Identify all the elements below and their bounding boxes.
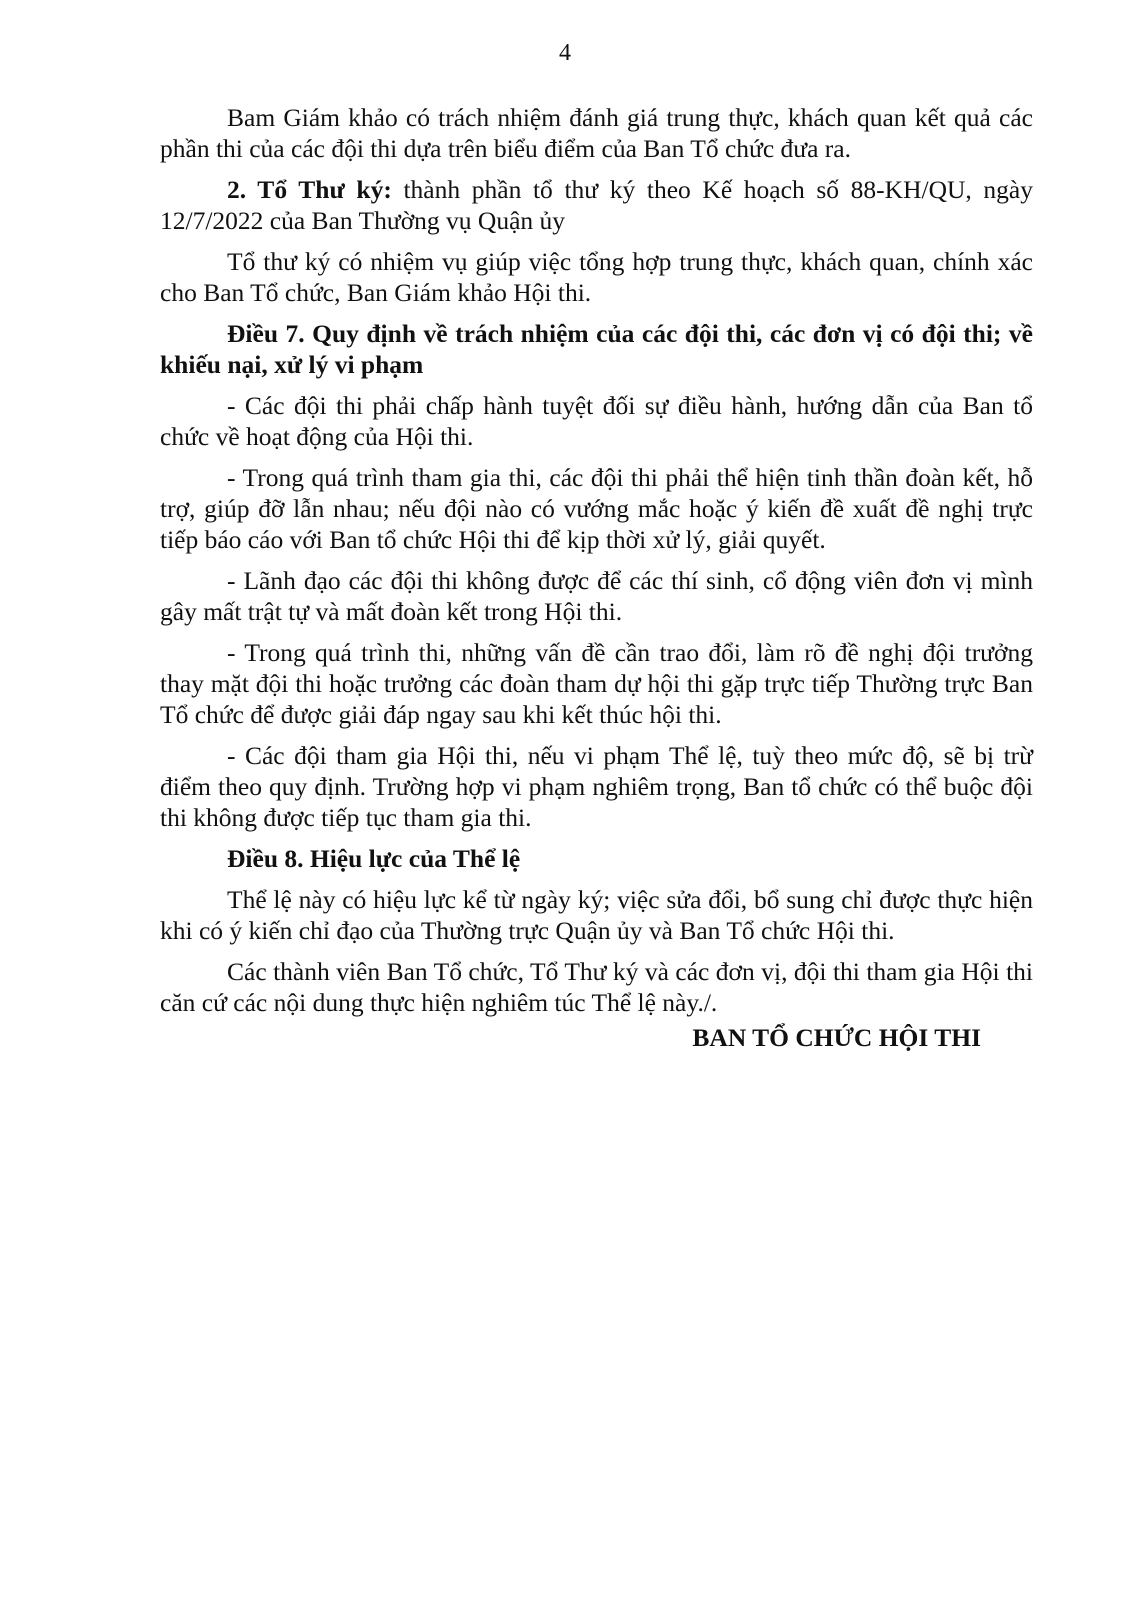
list-item: - Các đội tham gia Hội thi, nếu vi phạm Thể lệ, tuỳ theo mức độ, sẽ bị trừ điểm theo quy định. Trường hợp vi phạm nghiêm trọng, Ban tổ chức có thể buộc đội thi không được tiếp tục tham gia thi. (160, 741, 1033, 832)
list-item: - Lãnh đạo các đội thi không được để các thí sinh, cổ động viên đơn vị mình gây mất trật tự và mất đoàn kết trong Hội thi. (160, 566, 1033, 626)
heading-article-8: Điều 8. Hiệu lực của Thể lệ (227, 844, 521, 873)
signature-block: BAN TỔ CHỨC HỘI THI (692, 1023, 981, 1052)
paragraph-secretariat: 2. Tổ Thư ký: thành phần tổ thư ký theo Kế hoạch số 88-KH/QU, ngày 12/7/2022 của Ban Thường vụ Quận ủy (160, 175, 1033, 235)
paragraph-secretariat-duties: Tổ thư ký có nhiệm vụ giúp việc tổng hợp trung thực, khách quan, chính xác cho Ban Tổ chức, Ban Giám khảo Hội thi. (160, 247, 1033, 307)
list-item: - Các đội thi phải chấp hành tuyệt đối sự điều hành, hướng dẫn của Ban tổ chức về hoạt động của Hội thi. (160, 391, 1033, 451)
heading-article-7: Điều 7. Quy định về trách nhiệm của các đội thi, các đơn vị có đội thi; về khiếu nại, xử lý vi phạm (160, 319, 1033, 379)
list-item: - Trong quá trình thi, những vấn đề cần trao đổi, làm rõ đề nghị đội trưởng thay mặt đội thi hoặc trưởng các đoàn tham dự hội thi gặp trực tiếp Thường trực Ban Tổ chức để được giải đáp ngay sau khi kết thúc hội thi. (160, 638, 1033, 729)
paragraph-effect: Thể lệ này có hiệu lực kể từ ngày ký; việc sửa đổi, bổ sung chỉ được thực hiện khi có ý kiến chỉ đạo của Thường trực Quận ủy và Ban Tổ chức Hội thi. (160, 885, 1033, 945)
document-body (160, 102, 1033, 1053)
section-label: 2. Tổ Thư ký: (227, 175, 392, 204)
list-item: - Trong quá trình tham gia thi, các đội thi phải thể hiện tinh thần đoàn kết, hỗ trợ, giúp đỡ lẫn nhau; nếu đội nào có vướng mắc hoặc ý kiến đề xuất đề nghị trực tiếp báo cáo với Ban tổ chức Hội thi để kịp thời xử lý, giải quyết. (160, 463, 1033, 554)
paragraph-jury-duties: Bam Giám khảo có trách nhiệm đánh giá trung thực, khách quan kết quả các phần thi của các đội thi dựa trên biểu điểm của Ban Tổ chức đưa ra. (160, 103, 1033, 163)
page-number: 4 (559, 40, 571, 66)
paragraph-closing: Các thành viên Ban Tổ chức, Tổ Thư ký và các đơn vị, đội thi tham gia Hội thi căn cứ các nội dung thực hiện nghiêm túc Thể lệ này./. (160, 957, 1033, 1017)
